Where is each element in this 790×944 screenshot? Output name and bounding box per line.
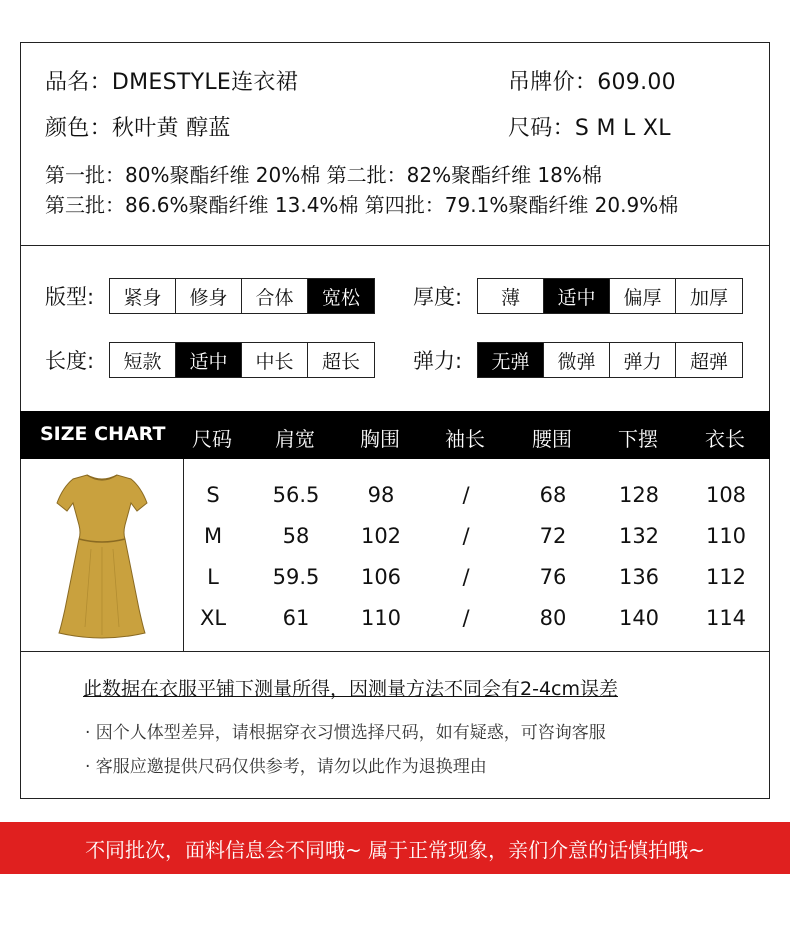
table-cell: 106 [360,565,402,589]
length-option: 短款 [110,343,176,377]
column-header: 袖长 [445,427,485,451]
size-chart-body [21,459,769,652]
measurement-notes [21,652,769,798]
table-cell: / [462,483,470,507]
length-row [45,342,375,378]
table-row [183,557,769,598]
length-option: 适中 [176,343,242,377]
fit-option: 合体 [242,279,308,313]
attribute-grid [21,246,769,411]
length-label: 长度: [45,349,95,373]
dress-illustration [21,459,183,651]
table-cell: 98 [367,483,395,507]
batch-notice-text: 不同批次，面料信息会不同哦~ 属于正常现象，亲们介意的话慎拍哦~ [85,837,705,862]
elasticity-option: 超弹 [676,343,742,377]
column-header: 衣长 [705,427,745,451]
table-cell: XL [199,606,227,630]
table-row [183,598,769,639]
table-cell: 112 [705,565,747,589]
table-cell: 76 [539,565,567,589]
table-cell: / [462,565,470,589]
fit-label: 版型: [45,285,95,309]
elasticity-option: 微弹 [544,343,610,377]
thickness-option: 加厚 [676,279,742,313]
table-cell: / [462,524,470,548]
product-sizes: 尺码：S M L XL [508,116,671,141]
thickness-label: 厚度: [413,285,463,309]
table-cell: 110 [360,606,402,630]
product-name: 品名：DMESTYLE连衣裙 [45,70,299,95]
column-header: 胸围 [360,427,400,451]
thickness-option: 适中 [544,279,610,313]
thickness-option: 薄 [478,279,544,313]
elasticity-option: 弹力 [610,343,676,377]
table-cell: 59.5 [272,565,320,589]
table-cell: 114 [705,606,747,630]
table-cell: L [207,565,219,589]
note-bullet: · 客服应邀提供尺码仅供参考，请勿以此作为退换理由 [85,757,487,777]
product-info [21,43,769,246]
elasticity-row [413,342,743,378]
size-chart-header [20,411,770,459]
column-header: 肩宽 [275,427,315,451]
length-options [109,342,375,378]
fit-options [109,278,375,314]
product-colors: 颜色：秋叶黄 醇蓝 [45,116,231,141]
note-bullet: · 因个人体型差异，请根据穿衣习惯选择尺码，如有疑惑，可咨询客服 [85,723,606,743]
tag-price: 吊牌价：609.00 [508,70,676,95]
table-cell: S [206,483,220,507]
thickness-option: 偏厚 [610,279,676,313]
size-chart-title: SIZE CHART [40,423,166,445]
elasticity-option: 无弹 [478,343,544,377]
table-cell: 80 [539,606,567,630]
fit-option: 修身 [176,279,242,313]
table-cell: / [462,606,470,630]
table-cell: 136 [618,565,660,589]
elasticity-options [477,342,743,378]
spec-card [20,42,770,799]
thickness-options [477,278,743,314]
fit-row [45,278,375,314]
table-cell: 110 [705,524,747,548]
table-row [183,475,769,516]
measurement-disclaimer: 此数据在衣服平铺下测量所得，因测量方法不同会有2-4cm误差 [83,678,618,700]
fabric-batch-line-1: 第一批：80%聚酯纤维 20%棉 第二批：82%聚酯纤维 18%棉 [45,163,602,187]
table-cell: 68 [539,483,567,507]
table-cell: 61 [282,606,310,630]
elasticity-label: 弹力: [413,349,463,373]
length-option: 中长 [242,343,308,377]
table-row [183,516,769,557]
table-cell: 102 [360,524,402,548]
batch-notice-banner [0,822,790,874]
table-cell: 140 [618,606,660,630]
table-cell: 72 [539,524,567,548]
table-cell: 128 [618,483,660,507]
fit-option: 宽松 [308,279,374,313]
column-header: 尺码 [192,427,232,451]
dress-image [21,459,184,651]
column-header: 腰围 [532,427,572,451]
thickness-row [413,278,743,314]
fabric-batch-line-2: 第三批：86.6%聚酯纤维 13.4%棉 第四批：79.1%聚酯纤维 20.9%棉 [45,193,679,217]
table-cell: M [203,524,223,548]
column-header: 下摆 [618,427,658,451]
table-cell: 108 [705,483,747,507]
length-option: 超长 [308,343,374,377]
table-cell: 56.5 [272,483,320,507]
table-cell: 58 [282,524,310,548]
fit-option: 紧身 [110,279,176,313]
table-cell: 132 [618,524,660,548]
